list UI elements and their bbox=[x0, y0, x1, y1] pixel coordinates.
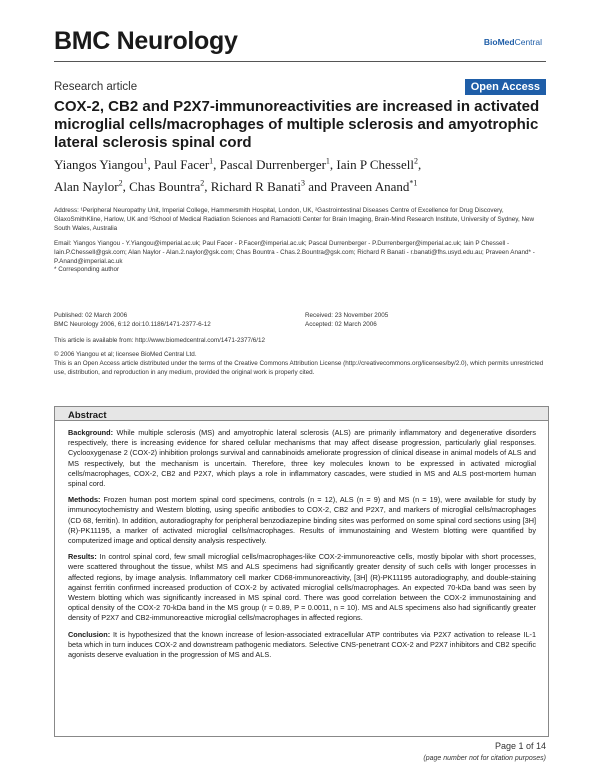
copyright-block bbox=[54, 351, 549, 377]
author-addresses: Address: ¹Peripheral Neuropathy Unit, Imperial College, Hammersmith Hospital, London, UK, ²Gastrointestinal Diseases Centre of Excellence for Drug Discovery, GlaxoSmithKline, Harlow, UK and ³School of Medical Radiation Sciences and Ramaciotti Center for Brain Imaging, Brain-Mind Research Institute, University of Sydney, New South Wales, Australia bbox=[54, 207, 535, 232]
header-divider bbox=[54, 61, 546, 62]
email-list[interactable]: Email: Yiangos Yiangou - Y.Yiangou@imperial.ac.uk; Paul Facer - P.Facer@imperial.ac.uk; Pascal Durrenberger - P.Durrenberger@imperial.ac.uk; Iain P Chessell - Iain.P.Chessell@gsk.com; Alan Naylor - Alan.2.naylor@gsk.com; Chas Bountra - Chas.2.Bountra@gsk.com; Richard R Banati - r.banati@fhs.usyd.edu.au; Praveen Anand* - P.Anand@imperial.ac.uk bbox=[54, 240, 535, 265]
published-date: Published: 02 March 2006 bbox=[54, 312, 128, 319]
publisher-logo[interactable] bbox=[484, 37, 542, 47]
page-note: (page number not for citation purposes) bbox=[423, 755, 546, 762]
corresponding-author-note: * Corresponding author bbox=[54, 266, 120, 274]
article-title: COX-2, CB2 and P2X7-immunoreactivities are increased in activated microglial cells/macrophages of multiple sclerosis and amyotrophic lateral sclerosis spinal cord bbox=[54, 98, 540, 151]
publication-info bbox=[54, 312, 211, 330]
journal-title: BMC Neurology bbox=[54, 27, 238, 55]
abstract-conclusion: Conclusion: It is hypothesized that the known increase of lesion-associated extracellular ATP contributes via P2X7 activation to release IL-1 beta which in turn induces COX-2 and downstream pathogenic mediators. Selective CNS-penetrant COX-2 and P2X7 inhibitors and CB2 specific agonists deserve evaluation in the progression of MS and ALS. bbox=[68, 629, 536, 660]
author: Iain P Chessell$^2$, bbox=[336, 157, 422, 173]
page-number: Page 1 of 14 bbox=[494, 741, 546, 751]
abstract-background: Background: While multiple sclerosis (MS) and amyotrophic lateral sclerosis (ALS) are primarily inflammatory and degenerative disorders respectively, there is increasing evidence for shared cellular mechanisms that may affect disease progression, particularly glial responses. Cyclooxygenase 2 (COX-2) inhibition prolongs survival and cannabinoids ameliorate progression of clinical disease in animal models of ALS and MS respectively, but the mechanism is uncertain. Therefore, three key molecules known to be expressed in activated microglial cells/macrophages, COX-2, CB2 and P2X7, which plays a role in inflammatory cascades, were studied in MS and ALS post-mortem human spinal cord. bbox=[68, 428, 536, 489]
author: Richard R Banati$^3$ and bbox=[210, 178, 331, 194]
logo-central: Central bbox=[514, 37, 542, 47]
author: Paul Facer$^1$, bbox=[153, 157, 220, 173]
copyright: © 2006 Yiangou et al; licensee BioMed Central Ltd. bbox=[54, 351, 197, 358]
abstract-results: Results: In control spinal cord, few small microglial cells/macrophages-like COX-2-immunoreactive cells, mostly bipolar with short processes, were scattered throughout the tissue, whilst MS and ALS specimens had significantly greater density of such cells with longer processes in affected regions, by image analysis. Inflammatory cell marker CD68-immunoreactivity, [3H] (R)-PK11195 autoradiography, and double-staining against ferritin confirmed increased production of COX-2 by activated microglial cells/macrophages. An expected 70-kDa band was seen by Western blotting which was significantly increased in MS spinal cord. There was good correlation between the COX-2 immunostaining and optical density of the COX-2 70-kDa band in the MS group (r = 0.89, P = 0.0011, n = 10). MS and ALS specimens also had significantly greater density of P2X7 and CB2-immunoreactive microglial cells/macrophages in affected regions. bbox=[68, 552, 536, 623]
author: Pascal Durrenberger$^1$, bbox=[219, 157, 337, 173]
citation: BMC Neurology 2006, 6:12 doi:10.1186/1471-2377-6-12 bbox=[54, 320, 211, 328]
article-type: Research article bbox=[54, 81, 138, 93]
author-list bbox=[54, 153, 549, 196]
author: Alan Naylor$^2$, bbox=[54, 178, 130, 194]
license-text: This is an Open Access article distributed under the terms of the Creative Commons Attribution License (http://creativecommons.org/licenses/by/2.0), which permits unrestricted use, distribution, and reproduction in any medium, provided the original work is properly cited. bbox=[54, 359, 544, 376]
author: Chas Bountra$^2$, bbox=[129, 178, 211, 194]
abstract-methods: Methods: Frozen human post mortem spinal cord specimens, controls (n = 12), ALS (n = 9) and MS (n = 19), were available for study by immunocytochemistry and Western blotting, using specific antibodies to COX-2, CB2 and P2X7, and markers of microglial cells/macrophages (CD 68, ferritin). In addition, autoradiography for peripheral benzodiazepine binding sites was performed on some spinal cord sections using [3H] (R)-PK11195, a marker of activated microglial cells/macrophages. Results of immunostaining and Western blotting were quantified by computerized image and optical density analysis respectively. bbox=[68, 495, 536, 546]
abstract-box bbox=[54, 406, 549, 737]
article-url[interactable]: This article is available from: http://www.biomedcentral.com/1471-2377/6/12 bbox=[54, 337, 266, 344]
abstract-heading: Abstract bbox=[55, 407, 548, 421]
logo-biomed: BioMed bbox=[483, 37, 515, 47]
open-access-badge: Open Access bbox=[465, 79, 546, 95]
accepted-date: Accepted: 02 March 2006 bbox=[305, 320, 377, 328]
received-date: Received: 23 November 2005 bbox=[305, 312, 389, 319]
dates-info bbox=[305, 312, 388, 330]
author-emails[interactable] bbox=[54, 240, 549, 275]
author: Praveen Anand$^{*1}$ bbox=[330, 178, 418, 194]
abstract-body bbox=[68, 428, 536, 666]
author: Yiangos Yiangou$^1$, bbox=[54, 157, 154, 173]
